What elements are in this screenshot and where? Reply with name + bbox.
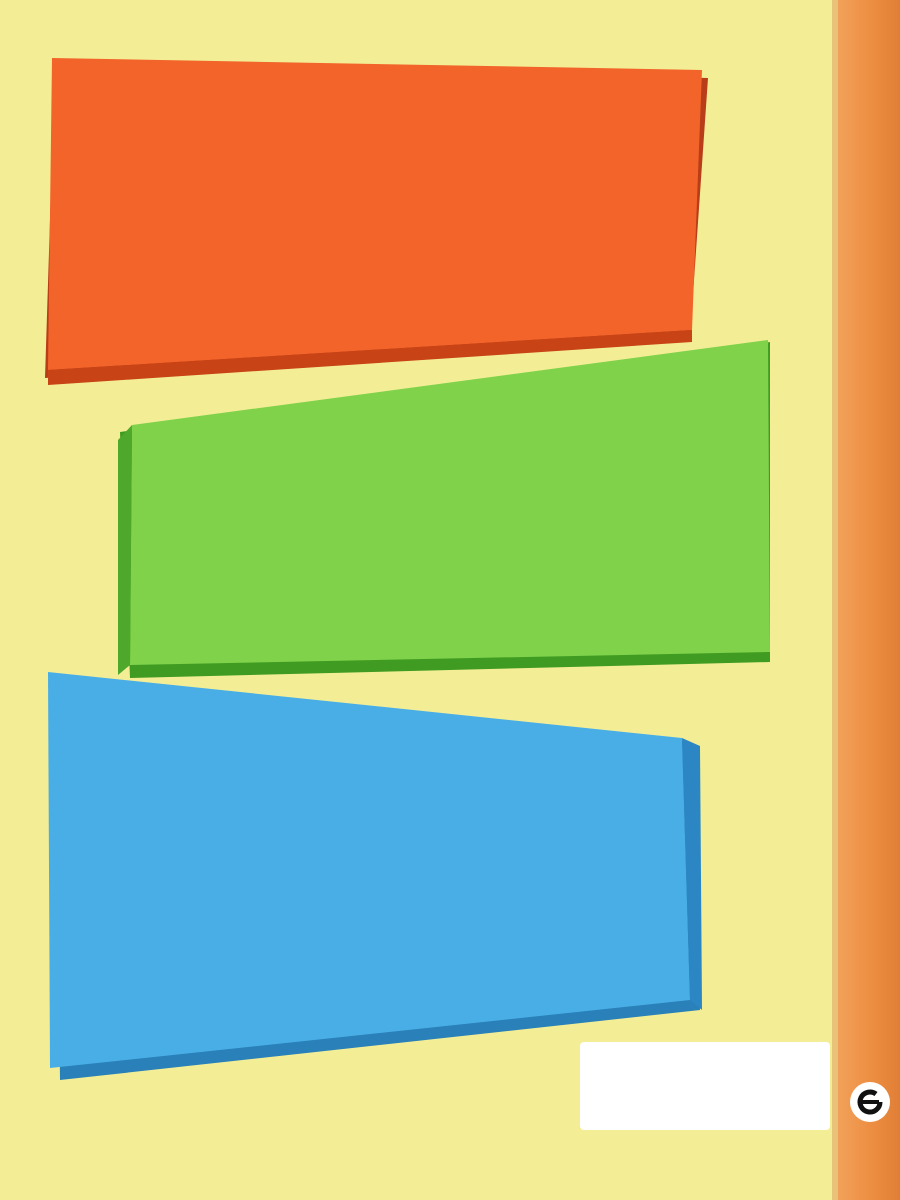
- publisher-logo-icon: [848, 1080, 892, 1124]
- green-panel-edge: [118, 425, 132, 675]
- blue-panel: [48, 672, 690, 1068]
- orange-panel: [48, 58, 702, 370]
- barcode-image: [590, 1064, 800, 1112]
- isbn-barcode-block: [580, 1042, 830, 1130]
- green-panel: [130, 340, 770, 665]
